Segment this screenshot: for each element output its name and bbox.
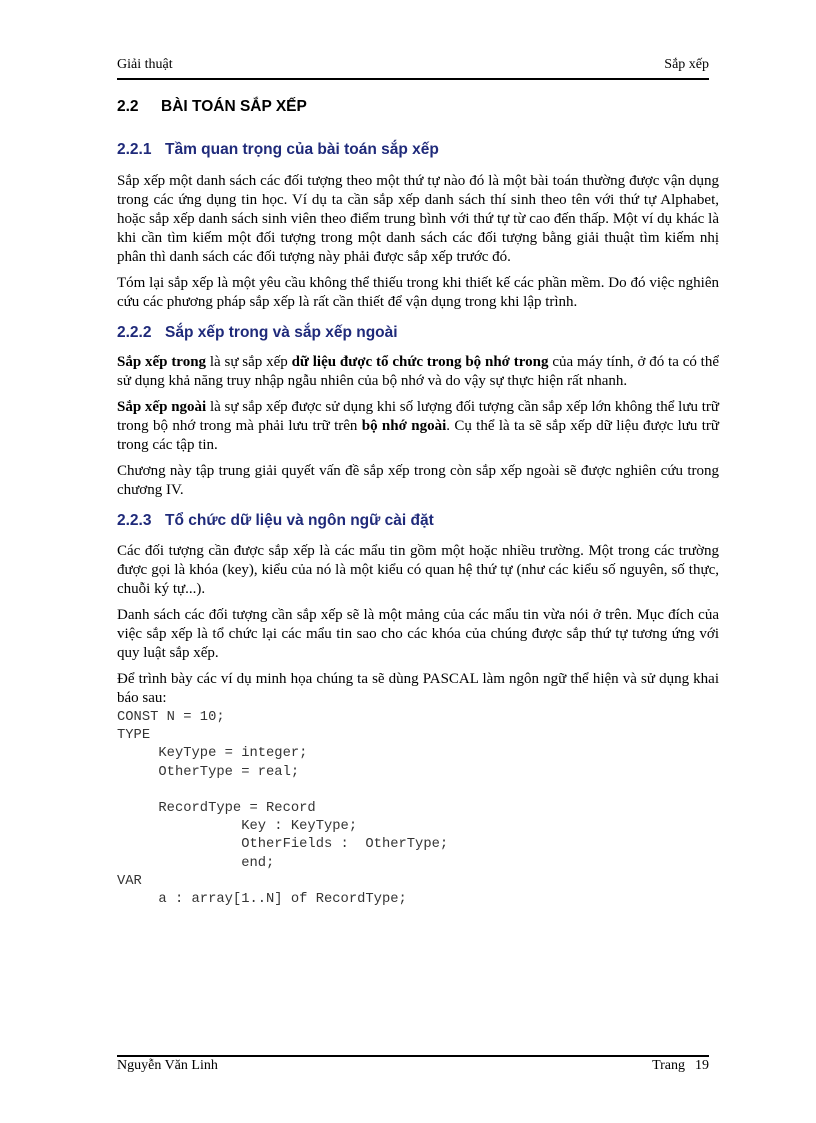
header-divider (117, 78, 709, 80)
paragraph: Để trình bày các ví dụ minh họa chúng ta sẽ dùng PASCAL làm ngôn ngữ thể hiện và sử dụng khai báo sau: (117, 671, 719, 706)
subsection-number: 2.2.1 (117, 141, 152, 158)
footer-divider (117, 1055, 709, 1057)
page-number: 19 (695, 1058, 709, 1073)
paragraph: Danh sách các đối tượng cần sắp xếp sẽ là một mảng của các mẩu tin vừa nói ở trên. Mục đích của việc sắp xếp là tổ chức lại các mẩu tin sao cho các khóa của chúng được sắp thứ tự tương ứng với quy luật sắp xếp. (117, 607, 719, 661)
page-label: Trang (652, 1058, 685, 1073)
header-right: Sắp xếp (664, 57, 709, 72)
bold-term: Sắp xếp ngoài (117, 399, 207, 415)
subsection-number: 2.2.3 (117, 512, 152, 529)
footer-page (652, 1058, 709, 1074)
subsection-title: Sắp xếp trong và sắp xếp ngoài (165, 324, 398, 341)
bold-term: bộ nhớ ngoài (361, 418, 447, 434)
paragraph: Sắp xếp ngoài là sự sắp xếp được sử dụng khi số lượng đối tượng cần sắp xếp lớn không thể lưu trữ trong bộ nhớ trong mà phải lưu trữ trên bộ nhớ ngoài. Cụ thể là ta sẽ sắp xếp dữ liệu được lưu trữ trong các tập tin. (117, 399, 719, 453)
bold-term: dữ liệu được tổ chức trong bộ nhớ trong (291, 354, 549, 370)
subsection-title: Tầm quan trọng của bài toán sắp xếp (165, 141, 439, 158)
main-content (117, 98, 719, 909)
paragraph: Tóm lại sắp xếp là một yêu cầu không thể thiếu trong khi thiết kế các phần mềm. Do đó việc nghiên cứu các phương pháp sắp xếp là rất cần thiết để vận dụng trong khi lập trình. (117, 275, 719, 310)
subsection-title: Tổ chức dữ liệu và ngôn ngữ cài đặt (165, 512, 434, 529)
subsection-number: 2.2.2 (117, 324, 152, 341)
paragraph: Sắp xếp một danh sách các đối tượng theo một thứ tự nào đó là một bài toán thường được vận dụng trong các ứng dụng tin học. Ví dụ ta cần sắp xếp danh sách thí sinh theo tên với thứ tự Alphabet, hoặc sắp xếp danh sách sinh viên theo điểm trung bình với thứ tự từ cao đến thấp. Một ví dụ khác là khi cần tìm kiếm một đối tượng trong một danh sách các đối tượng bằng giải thuật tìm kiếm nhị phân thì danh sách các đối tượng này phải được sắp xếp trước đó. (117, 173, 719, 265)
section-number: 2.2 (117, 98, 139, 115)
paragraph: Các đối tượng cần được sắp xếp là các mẩu tin gồm một hoặc nhiều trường. Một trong các trường được gọi là khóa (key), kiểu của nó là một kiểu có quan hệ thứ tự (như các kiểu số nguyên, số thực, chuỗi ký tự...). (117, 543, 719, 597)
footer-author: Nguyễn Văn Linh (117, 1058, 218, 1073)
bold-term: Sắp xếp trong (117, 354, 207, 370)
subsection-heading-1 (117, 141, 719, 159)
subsection-heading-3 (117, 512, 719, 530)
paragraph: Sắp xếp trong là sự sắp xếp dữ liệu được tổ chức trong bộ nhớ trong của máy tính, ở đó ta có thể sử dụng khả năng truy nhập ngẫu nhiên của bộ nhớ và do vậy sự thực hiện rất nhanh. (117, 354, 719, 389)
paragraph: Chương này tập trung giải quyết vấn đề sắp xếp trong còn sắp xếp ngoài sẽ được nghiên cứu trong chương IV. (117, 463, 719, 498)
code-block: CONST N = 10; TYPE KeyType = integer; OtherType = real; RecordType = Record Key : KeyType; OtherFields : OtherType; end; VAR a : array[1..N] of RecordType; (117, 710, 449, 908)
section-heading (117, 98, 719, 116)
header-left: Giải thuật (117, 57, 173, 72)
subsection-heading-2 (117, 324, 719, 342)
section-title: BÀI TOÁN SẮP XẾP (161, 98, 307, 115)
